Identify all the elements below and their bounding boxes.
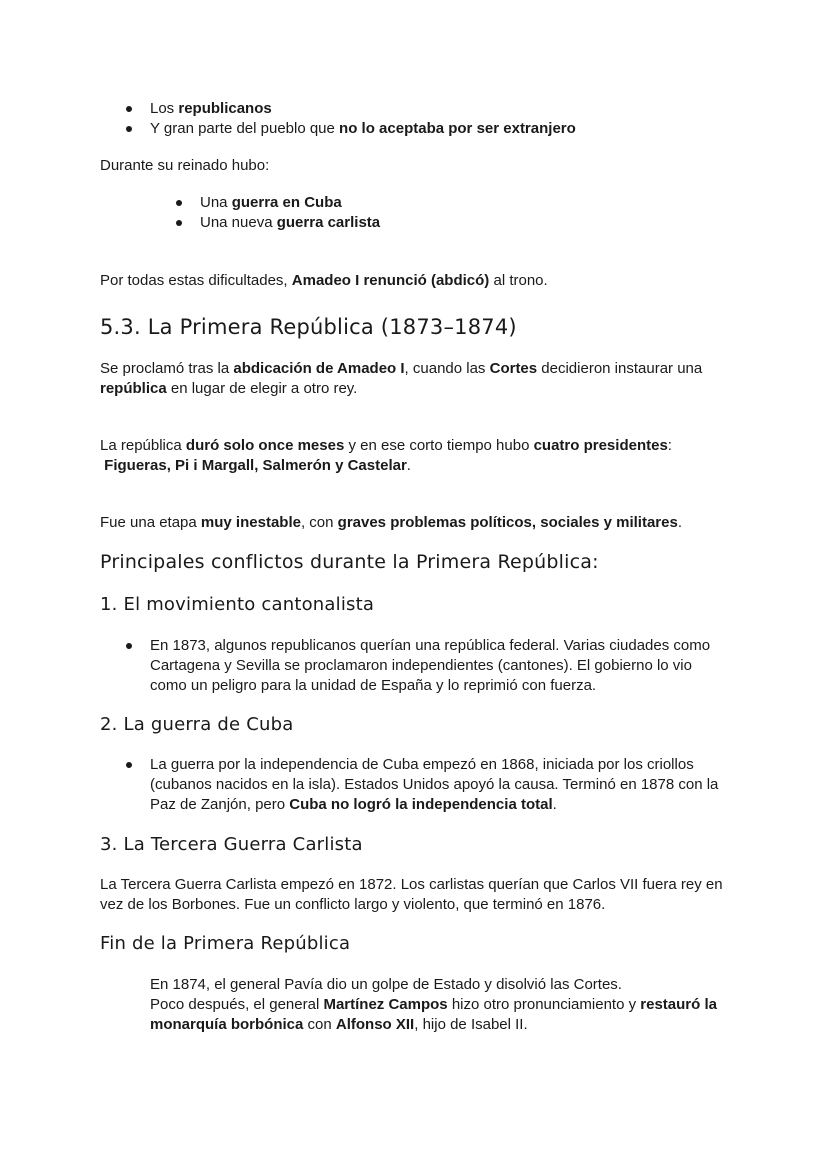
document-page: Los republicanos Y gran parte del pueblo que no lo aceptaba por ser extranjero Durante su reinado hubo: Una guerra en Cuba Una nueva guerra carlista Por todas estas dificultades, Amadeo I renunció (abdicó) al trono. 5.3. La Primera República (1873–1874) Se proclamó tras la abdicación de Amadeo I, cuando las Cortes decidieron instaurar una república en lugar de elegir a otro rey. La república duró solo once meses y en ese corto tiempo hubo cuatro presidentes: Figueras, Pi i Margall, Salmerón y Castelar. Fue una etapa muy inestable, con graves problemas políticos, sociales y militares. Principales conflictos durante la Primera República: 1. El movimiento cantonalista En 1873, algunos republicanos querían una república federal. Varias ciudades como Cartagena y Sevilla se proclamaron independientes (cantones). El gobierno lo vio como un peligro para la unidad de España y lo reprimió con fuerza. 2. La guerra de Cuba La guerra por la independencia de Cuba empezó en 1868, iniciada por los criollos (cubanos nacidos en la isla). Estados Unidos apoyó la causa. Terminó en 1878 con la Paz de Zanjón, pero Cuba no logró la independencia total. 3. La Tercera Guerra Carlista La Tercera Guerra Carlista empezó en 1872. Los carlistas querían que Carlos VII fuera rey en vez de los Borbones. Fue un conflicto largo y violento, que terminó en 1876. Fin de la Primera República En 1874, el general Pavía dio un golpe de Estado y disolvió las Cortes. Poco después, el general Martínez Campos hizo otro pronunciamiento y restauró la monarquía borbónica con Alfonso XII, hijo de Isabel II. (0, 0, 828, 1169)
cuba-text: La guerra por la independencia de Cuba empezó en 1868, iniciada por los criollos (cubanos nacidos en la isla). Estados Unidos apoyó la causa. Terminó en 1878 con la Paz de Zanjón, pero Cuba no logró la independencia total. (150, 756, 719, 813)
paragraph-fin: En 1874, el general Pavía dio un golpe de Estado y disolvió las Cortes. Poco después, el general Martínez Campos hizo otro pronunciamiento y restauró la monarquía borbónica con Alfonso XII, hijo de Isabel II. (150, 976, 717, 1033)
fin-heading: Fin de la Primera República (100, 933, 351, 954)
bullet-icon (126, 126, 132, 132)
paragraph-etapa: Fue una etapa muy inestable, con graves problemas políticos, sociales y militares. (100, 514, 682, 531)
paragraph-dificultades: Por todas estas dificultades, Amadeo I renunció (abdicó) al trono. (100, 272, 548, 289)
carlista-heading: 3. La Tercera Guerra Carlista (100, 834, 363, 855)
conflicts-heading: Principales conflictos durante la Primera República: (100, 551, 599, 573)
cantonalista-text: En 1873, algunos republicanos querían una república federal. Varias ciudades como Cartagena y Sevilla se proclamaron independientes (cantones). El gobierno lo vio como un peligro para la unidad de España y lo reprimió con fuerza. (150, 637, 711, 694)
section-title: 5.3. La Primera República (1873–1874) (100, 315, 517, 339)
bullet-icon (176, 220, 182, 226)
bullet-icon (126, 106, 132, 112)
paragraph-durante: Durante su reinado hubo: (100, 157, 270, 174)
paragraph-carlista: La Tercera Guerra Carlista empezó en 1872. Los carlistas querían que Carlos VII fuera rey en vez de los Borbones. Fue un conflicto largo y violento, que terminó en 1876. (100, 876, 723, 913)
bullet-icon (126, 643, 132, 649)
paragraph-proclamo: Se proclamó tras la abdicación de Amadeo I, cuando las Cortes decidieron instaurar una república en lugar de elegir a otro rey. (100, 360, 703, 397)
cuba-heading: 2. La guerra de Cuba (100, 714, 294, 735)
bullet-icon (126, 762, 132, 768)
bullet-icon (176, 200, 182, 206)
paragraph-duro: La república duró solo once meses y en ese corto tiempo hubo cuatro presidentes: Figueras, Pi i Margall, Salmerón y Castelar. (100, 437, 672, 474)
cantonalista-heading: 1. El movimiento cantonalista (100, 594, 375, 615)
